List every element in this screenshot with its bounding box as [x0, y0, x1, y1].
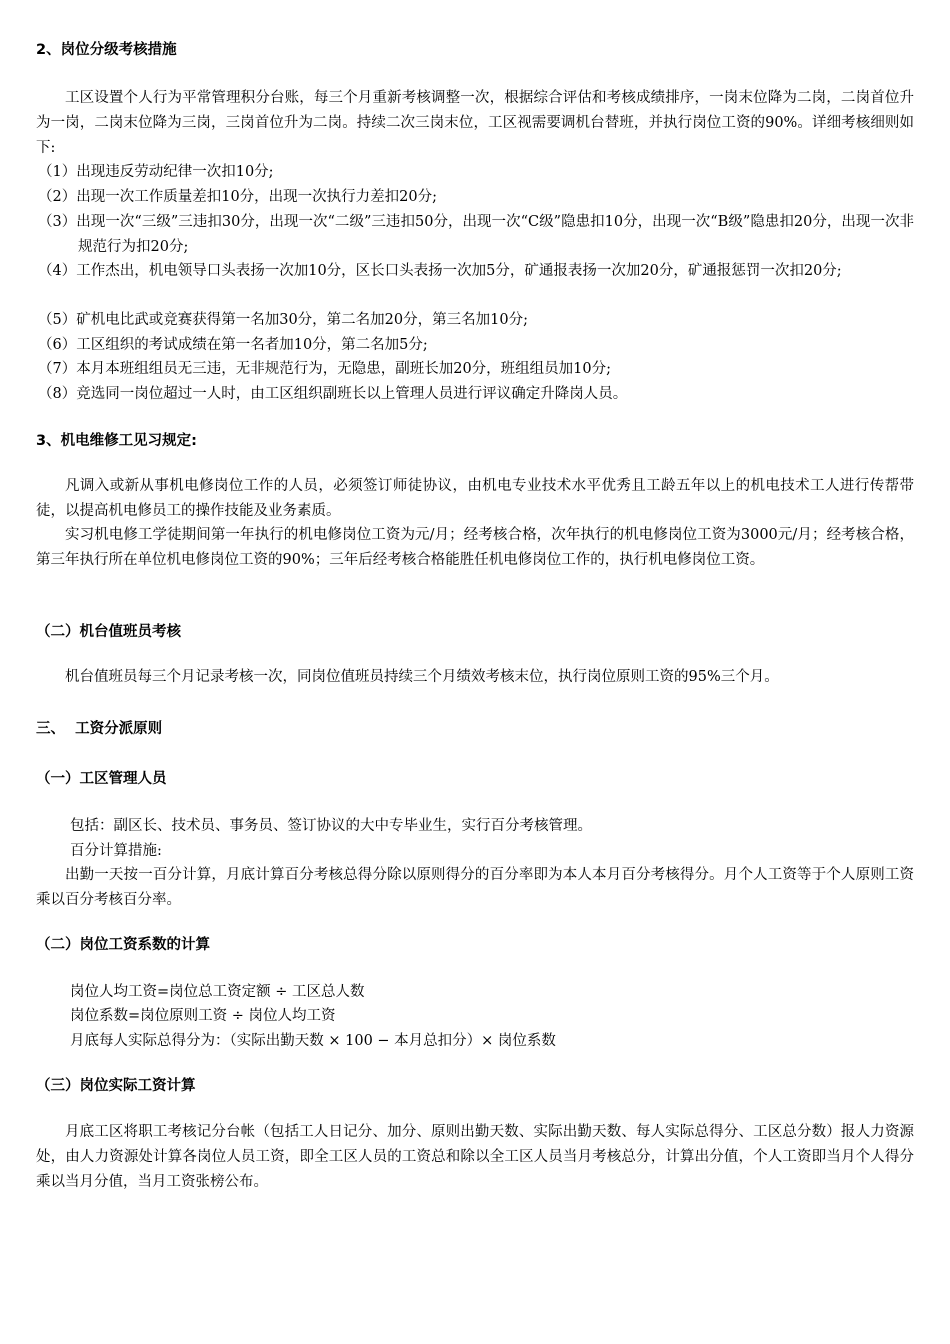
- sub-2-formula-3: 月底每人实际总得分为：（实际出勤天数 × 100 − 本月总扣分）× 岗位系数: [70, 1033, 556, 1049]
- section-3-heading: 3、机电维修工见习规定:: [36, 433, 197, 449]
- rule-item-7: （7）本月本班组组员无三违，无非规范行为，无隐患，副班长加20分，班组组员加10分;: [38, 361, 612, 377]
- sub-3-paragraph: 月底工区将职工考核记分台帐（包括工人日记分、加分、原则出勤天数、实际出勤天数、每人实际总得分、工区总分数）报人力资源处，由人力资源处计算各岗位人员工资，即全工区人员的工资总和除以全工区人员当月考核总分，计算出分值，个人工资即当月个人得分乘以当月分值，当月工资张榜公布。: [36, 1124, 914, 1190]
- rule-item-4: （4）工作杰出，机电领导口头表扬一次加10分，区长口头表扬一次加5分，矿通报表扬一次加20分，矿通报惩罚一次扣20分;: [38, 263, 842, 279]
- sub-3-heading: （三）岗位实际工资计算: [36, 1078, 196, 1094]
- rule-item-1: （1）出现违反劳动纪律一次扣10分;: [38, 164, 274, 180]
- section-b2-heading: （二）机台值班员考核: [36, 624, 181, 640]
- section-2-heading: 2、岗位分级考核措施: [36, 42, 177, 58]
- rule-item-6: （6）工区组织的考试成绩在第一名者加10分，第二名加5分;: [38, 337, 428, 353]
- sub-2-formula-2: 岗位系数=岗位原则工资 ÷ 岗位人均工资: [70, 1008, 336, 1024]
- section-2-intro: 工区设置个人行为平常管理积分台账，每三个月重新考核调整一次，根据综合评估和考核成绩排序，一岗末位降为二岗，二岗首位升为一岗，二岗末位降为三岗，三岗首位升为二岗。持续二次三岗末位，工区视需要调机台替班，并执行岗位工资的90%。详细考核细则如下:: [36, 90, 914, 156]
- sub-1-heading: （一）工区管理人员: [36, 771, 167, 787]
- sub-1-line-1: 包括：副区长、技术员、事务员、签订协议的大中专毕业生，实行百分考核管理。: [70, 818, 592, 834]
- rule-item-3: （3）出现一次“三级”三违扣30分，出现一次“二级”三违扣50分，出现一次“C级”隐患扣10分，出现一次“B级”隐患扣20分，出现一次非规范行为扣20分;: [38, 214, 914, 255]
- section-3-paragraph-2: 实习机电修工学徒期间第一年执行的机电修岗位工资为元/月；经考核合格，次年执行的机电修岗位工资为3000元/月；经考核合格，第三年执行所在单位机电修岗位工资的90%；三年后经考核合格能胜任机电修岗位工作的，执行机电修岗位工资。: [36, 527, 914, 568]
- part-3-heading: 三、 工资分派原则: [36, 721, 163, 737]
- sub-1-paragraph: 出勤一天按一百分计算，月底计算百分考核总得分除以原则得分的百分率即为本人本月百分考核得分。月个人工资等于个人原则工资乘以百分考核百分率。: [36, 867, 914, 908]
- sub-2-formula-1: 岗位人均工资=岗位总工资定额 ÷ 工区总人数: [70, 984, 365, 1000]
- sub-2-heading: （二）岗位工资系数的计算: [36, 937, 210, 953]
- rule-item-2: （2）出现一次工作质量差扣10分，出现一次执行力差扣20分;: [38, 189, 438, 205]
- section-b2-paragraph: 机台值班员每三个月记录考核一次，同岗位值班员持续三个月绩效考核末位，执行岗位原则工资的95%三个月。: [65, 669, 779, 685]
- rule-item-5: （5）矿机电比武或竞赛获得第一名加30分，第二名加20分，第三名加10分;: [38, 312, 528, 328]
- section-3-paragraph-1: 凡调入或新从事机电修岗位工作的人员，必须签订师徒协议，由机电专业技术水平优秀且工龄五年以上的机电技术工人进行传帮带徒，以提高机电修员工的操作技能及业务素质。: [36, 478, 914, 519]
- sub-1-line-2: 百分计算措施:: [70, 843, 162, 859]
- rule-item-8: （8）竞选同一岗位超过一人时，由工区组织副班长以上管理人员进行评议确定升降岗人员。: [38, 386, 628, 402]
